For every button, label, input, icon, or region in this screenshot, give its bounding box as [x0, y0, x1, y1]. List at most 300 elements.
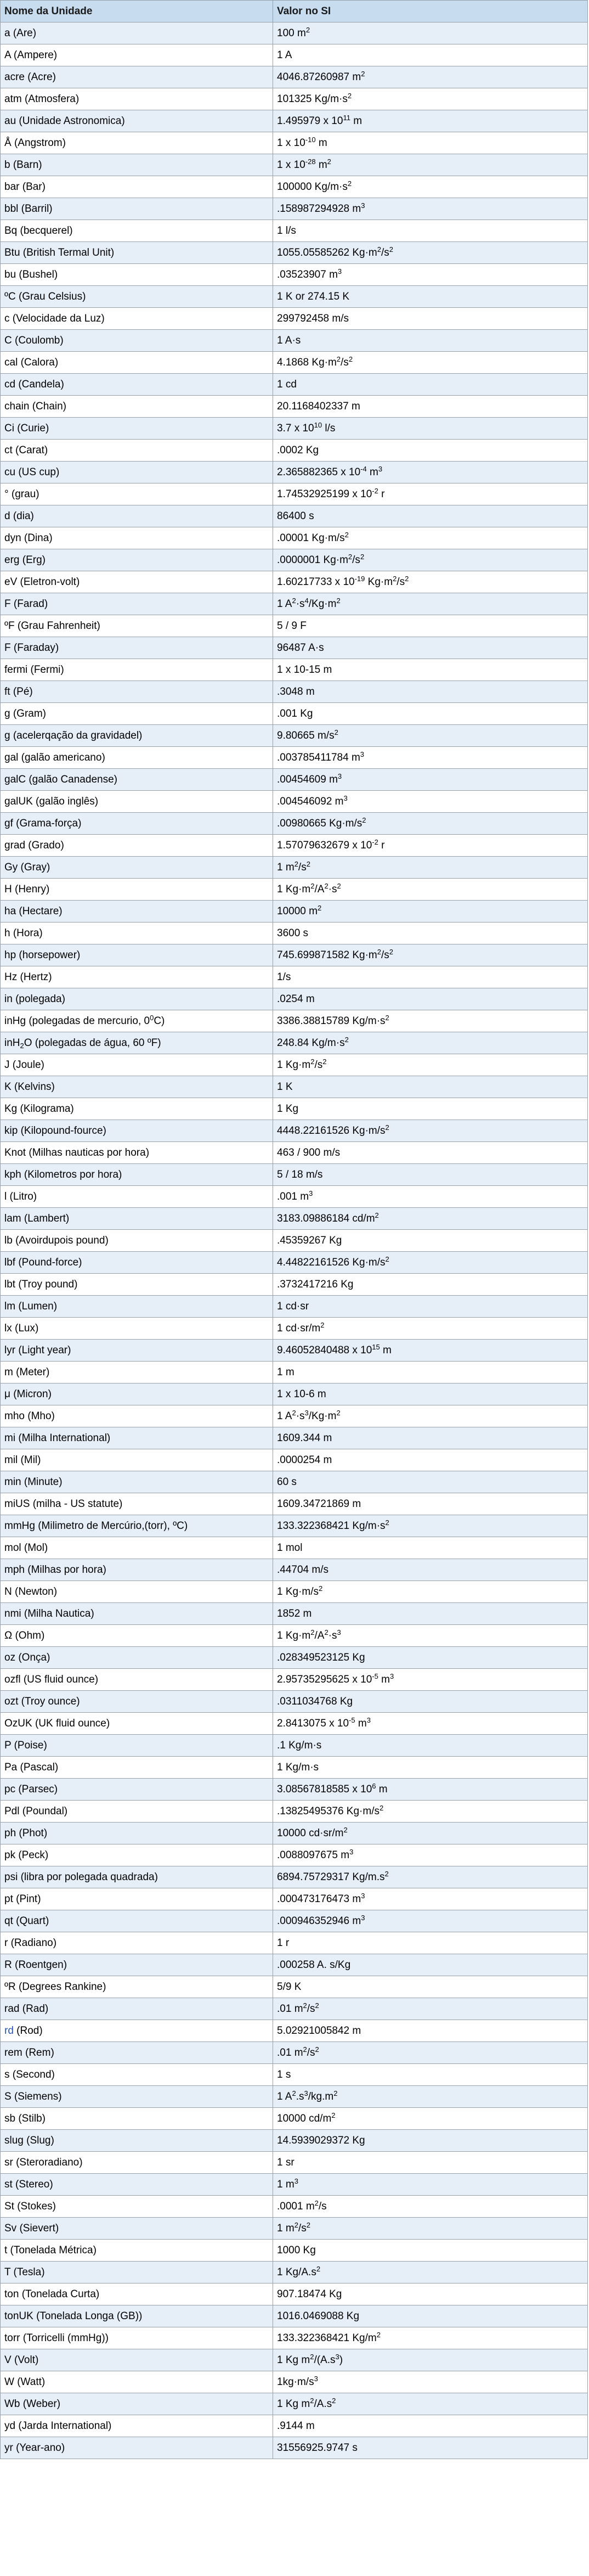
table-row [1, 1186, 588, 1208]
si-value-cell: 1852 m [273, 1603, 588, 1625]
unit-name-cell: lyr (Light year) [1, 1340, 273, 1362]
table-row [1, 1537, 588, 1559]
unit-name-cell: bbl (Barril) [1, 198, 273, 220]
table-row [1, 1976, 588, 1998]
table-row [1, 1010, 588, 1032]
si-value-cell: 1 $Kg\cdot m^2/s^2$ [273, 1054, 588, 1076]
unit-name-cell: lb (Avoirdupois pound) [1, 1230, 273, 1252]
si-value-cell: 10000 $cd\cdot sr/m^2$ [273, 1823, 588, 1844]
unit-name-cell: yr (Year-ano) [1, 2437, 273, 2459]
unit-name-cell: dyn (Dina) [1, 527, 273, 549]
unit-name-cell: tonUK (Tonelada Longa (GB)) [1, 2305, 273, 2327]
table-row [1, 2086, 588, 2108]
si-value-cell: .13825495376 $Kg\cdot m/s^2$ [273, 1801, 588, 1823]
table-row [1, 2130, 588, 2152]
si-value-cell: 1 $m^2/s^2$ [273, 857, 588, 879]
si-value-cell: .3732417216 Kg [273, 1274, 588, 1296]
si-value-cell: 9.46052840488 x $10^{15}$ m [273, 1340, 588, 1362]
table-row [1, 1427, 588, 1449]
unit-name-cell: ° (grau) [1, 483, 273, 505]
si-value-cell: 5/9 K [273, 1976, 588, 1998]
unit-name-cell: au (Unidade Astronomica) [1, 110, 273, 132]
table-row [1, 44, 588, 66]
table-row [1, 1625, 588, 1647]
unit-name-cell: ph (Phot) [1, 1823, 273, 1844]
unit-name-cell: F (Farad) [1, 593, 273, 615]
si-value-cell: 1055.05585262 $Kg\cdot m^2/s^2$ [273, 242, 588, 264]
si-value-cell: 1 $Kg\cdot m^2/A^2\cdot s^3$ [273, 1625, 588, 1647]
si-value-cell: .3048 m [273, 681, 588, 703]
table-row [1, 1515, 588, 1537]
unit-name-cell: lx (Lux) [1, 1318, 273, 1340]
unit-name-cell: hp (horsepower) [1, 944, 273, 966]
table-row [1, 1669, 588, 1691]
unit-name-cell: s (Second) [1, 2064, 273, 2086]
si-value-cell: 1 cd·sr [273, 1296, 588, 1318]
si-value-cell: 1 Kg $m^2/(A.s^3)$ [273, 2349, 588, 2371]
unit-name-cell: Hz (Hertz) [1, 966, 273, 988]
unit-name-cell: Wb (Weber) [1, 2393, 273, 2415]
table-row [1, 2371, 588, 2393]
si-value-cell: .44704 m/s [273, 1559, 588, 1581]
column-header-si-value: Valor no SI [273, 1, 588, 23]
si-value-cell: 86400 s [273, 505, 588, 527]
si-value-cell: 4448.22161526 $Kg\cdot m/s^2$ [273, 1120, 588, 1142]
table-row [1, 1691, 588, 1713]
si-value-cell: 1 mol [273, 1537, 588, 1559]
si-value-cell: .0000254 m [273, 1449, 588, 1471]
table-row [1, 527, 588, 549]
si-value-cell: 745.699871582 $Kg\cdot m^2/s^2$ [273, 944, 588, 966]
si-value-cell: .003785411784 $m^3$ [273, 747, 588, 769]
unit-name-cell: ha (Hectare) [1, 901, 273, 923]
table-row [1, 593, 588, 615]
unit-name-cell: pk (Peck) [1, 1844, 273, 1866]
si-value-cell: .0002 Kg [273, 440, 588, 462]
unit-name-cell: C (Coulomb) [1, 330, 273, 352]
table-row [1, 1779, 588, 1801]
unit-name-cell: ºR (Degrees Rankine) [1, 1976, 273, 1998]
unit-name-cell: eV (Eletron-volt) [1, 571, 273, 593]
si-value-cell: .000473176473 $m^3$ [273, 1888, 588, 1910]
unit-name-cell: V (Volt) [1, 2349, 273, 2371]
table-row [1, 242, 588, 264]
unit-name-cell: ct (Carat) [1, 440, 273, 462]
unit-name-cell: min (Minute) [1, 1471, 273, 1493]
si-value-cell: 1 $A^2\cdot s^3/Kg\cdot m^2$ [273, 1405, 588, 1427]
table-row [1, 1844, 588, 1866]
si-value-cell: 1000 Kg [273, 2240, 588, 2262]
table-row [1, 769, 588, 791]
unit-name-cell: qt (Quart) [1, 1910, 273, 1932]
si-value-cell: 1 $A^2\cdot s^4/Kg\cdot m^2$ [273, 593, 588, 615]
si-value-cell: 1 K [273, 1076, 588, 1098]
si-value-cell: .158987294928 $m^3$ [273, 198, 588, 220]
unit-name-cell: miUS (milha - US statute) [1, 1493, 273, 1515]
unit-name-cell: ºF (Grau Fahrenheit) [1, 615, 273, 637]
si-value-cell: .000946352946 $m^3$ [273, 1910, 588, 1932]
unit-name-cell: P (Poise) [1, 1735, 273, 1757]
table-row [1, 2262, 588, 2283]
table-row [1, 2196, 588, 2218]
unit-name-cell: atm (Atmosfera) [1, 88, 273, 110]
unit-name-cell: J (Joule) [1, 1054, 273, 1076]
table-row [1, 747, 588, 769]
si-value-cell: 1.495979 x $10^{11}$ m [273, 110, 588, 132]
table-row [1, 1581, 588, 1603]
table-row [1, 659, 588, 681]
si-value-cell: 2.365882365 x $10^{-4}$ $m^3$ [273, 462, 588, 483]
unit-name-cell: d (dia) [1, 505, 273, 527]
unit-name-cell: A (Ampere) [1, 44, 273, 66]
unit-name-cell: fermi (Fermi) [1, 659, 273, 681]
si-value-cell: 4.1868 $Kg\cdot m^2/s^2$ [273, 352, 588, 374]
table-row [1, 2174, 588, 2196]
si-value-cell: 1 A [273, 44, 588, 66]
si-value-cell: 1 $cd\cdot sr/m^2$ [273, 1318, 588, 1340]
table-row [1, 571, 588, 593]
table-row [1, 1866, 588, 1888]
table-row [1, 1603, 588, 1625]
si-value-cell: 100000 $Kg/m\cdot s^2$ [273, 176, 588, 198]
unit-name-cell: ton (Tonelada Curta) [1, 2283, 273, 2305]
unit-name-cell: galUK (galão inglês) [1, 791, 273, 813]
si-value-cell: .004546092 $m^3$ [273, 791, 588, 813]
si-value-cell: 1 r [273, 1932, 588, 1954]
table-row [1, 1910, 588, 1932]
table-row [1, 2327, 588, 2349]
unit-name-cell: b (Barn) [1, 154, 273, 176]
table-row [1, 2020, 588, 2042]
unit-name-cell: Btu (British Termal Unit) [1, 242, 273, 264]
table-row [1, 66, 588, 88]
unit-name-cell: Ci (Curie) [1, 418, 273, 440]
si-value-cell: 1 l/s [273, 220, 588, 242]
table-row [1, 286, 588, 308]
si-value-cell: 1 x $10^{-28}$ $m^2$ [273, 154, 588, 176]
table-row [1, 132, 588, 154]
unit-name-cell: F (Faraday) [1, 637, 273, 659]
si-value-cell: 96487 A·s [273, 637, 588, 659]
unit-name-cell: mmHg (Milimetro de Mercúrio,(torr), ºC) [1, 1515, 273, 1537]
si-value-cell: 3386.38815789 $Kg/m\cdot s^2$ [273, 1010, 588, 1032]
unit-name-cell: Å (Angstrom) [1, 132, 273, 154]
unit-name-cell: g (Gram) [1, 703, 273, 725]
unit-name-cell: lbt (Troy pound) [1, 1274, 273, 1296]
table-row [1, 703, 588, 725]
table-row [1, 374, 588, 396]
unit-name-cell: lam (Lambert) [1, 1208, 273, 1230]
si-value-cell: .001 $m^3$ [273, 1186, 588, 1208]
si-value-cell: 5 / 18 m/s [273, 1164, 588, 1186]
si-value-cell: .45359267 Kg [273, 1230, 588, 1252]
table-row [1, 923, 588, 944]
table-row [1, 1493, 588, 1515]
si-value-cell: 1 $Kg/A.s^2$ [273, 2262, 588, 2283]
si-value-cell: 1 cd [273, 374, 588, 396]
table-row [1, 1757, 588, 1779]
unit-name-cell: μ (Micron) [1, 1383, 273, 1405]
table-row [1, 2152, 588, 2174]
si-value-cell: 1 $m^3$ [273, 2174, 588, 2196]
si-value-cell: 1.57079632679 x $10^{-2}$ r [273, 835, 588, 857]
table-row [1, 879, 588, 901]
si-value-cell: $1kg\cdot m/s^3$ [273, 2371, 588, 2393]
unit-name-cell: OzUK (UK fluid ounce) [1, 1713, 273, 1735]
si-value-cell: 3.7 x $10^{10}$ l/s [273, 418, 588, 440]
unit-name-cell: mi (Milha International) [1, 1427, 273, 1449]
table-row [1, 1340, 588, 1362]
table-row [1, 483, 588, 505]
table-row [1, 1954, 588, 1976]
table-row [1, 1888, 588, 1910]
unit-name-cell: rad (Rad) [1, 1998, 273, 2020]
table-row [1, 857, 588, 879]
table-row [1, 264, 588, 286]
table-row [1, 220, 588, 242]
unit-name-cell: sb (Stilb) [1, 2108, 273, 2130]
unit-name-cell: H (Henry) [1, 879, 273, 901]
table-row [1, 154, 588, 176]
si-value-cell: 20.1168402337 m [273, 396, 588, 418]
si-value-cell: 299792458 m/s [273, 308, 588, 330]
table-row [1, 110, 588, 132]
table-row [1, 462, 588, 483]
table-row [1, 1252, 588, 1274]
si-value-cell: 1 Kg [273, 1098, 588, 1120]
si-value-cell: 1.74532925199 x $10^{-2}$ r [273, 483, 588, 505]
si-value-cell: 10000 $m^2$ [273, 901, 588, 923]
unit-name-cell: t (Tonelada Métrica) [1, 2240, 273, 2262]
table-row [1, 2305, 588, 2327]
unit-name-cell: ºC (Grau Celsius) [1, 286, 273, 308]
unit-name-cell: lbf (Pound-force) [1, 1252, 273, 1274]
unit-name-cell: inH$_2$O (polegadas de água, 60 ºF) [1, 1032, 273, 1054]
si-value-cell: 9.80665 $m/s^2$ [273, 725, 588, 747]
unit-name-cell: Kg (Kilograma) [1, 1098, 273, 1120]
unit-name-cell: sr (Steroradiano) [1, 2152, 273, 2174]
table-row [1, 505, 588, 527]
si-value-cell: .01 $m^2/s^2$ [273, 1998, 588, 2020]
si-value-cell: 2.8413075 x $10^{-5}$ $m^3$ [273, 1713, 588, 1735]
si-value-cell: 133.322368421 $Kg/m\cdot s^2$ [273, 1515, 588, 1537]
si-value-cell: .00001 $Kg\cdot m/s^2$ [273, 527, 588, 549]
si-value-cell: 6894.75729317 $Kg/m.s^2$ [273, 1866, 588, 1888]
table-row [1, 352, 588, 374]
unit-name-cell: W (Watt) [1, 2371, 273, 2393]
si-value-cell: 3183.09886184 $cd/m^2$ [273, 1208, 588, 1230]
table-row [1, 2393, 588, 2415]
table-row [1, 2437, 588, 2459]
unit-name-cell: Knot (Milhas nauticas por hora) [1, 1142, 273, 1164]
unit-name-cell: erg (Erg) [1, 549, 273, 571]
si-value-cell: 1 sr [273, 2152, 588, 2174]
si-value-cell: 1 x $10^{-10}$ m [273, 132, 588, 154]
table-row [1, 1932, 588, 1954]
table-row [1, 1142, 588, 1164]
si-value-cell: 463 / 900 m/s [273, 1142, 588, 1164]
column-header-unit-name: Nome da Unidade [1, 1, 273, 23]
unit-name-cell: torr (Torricelli (mmHg)) [1, 2327, 273, 2349]
si-value-cell: 4.44822161526 $Kg\cdot m/s^2$ [273, 1252, 588, 1274]
unit-name-cell: mph (Milhas por hora) [1, 1559, 273, 1581]
si-value-cell: 1016.0469088 Kg [273, 2305, 588, 2327]
si-value-cell: .01 $m^2/s^2$ [273, 2042, 588, 2064]
table-row [1, 813, 588, 835]
unit-name-cell: inHg (polegadas de mercurio, $0^0C$) [1, 1010, 273, 1032]
si-value-cell: .001 Kg [273, 703, 588, 725]
unit-name-cell: Ω (Ohm) [1, 1625, 273, 1647]
table-row [1, 330, 588, 352]
si-value-cell: .028349523125 Kg [273, 1647, 588, 1669]
unit-name-cell: galC (galão Canadense) [1, 769, 273, 791]
table-row [1, 2064, 588, 2086]
si-value-cell: .0311034768 Kg [273, 1691, 588, 1713]
si-value-cell: 1 x 10-15 m [273, 659, 588, 681]
table-row [1, 1713, 588, 1735]
unit-name-cell: N (Newton) [1, 1581, 273, 1603]
unit-name-cell: pc (Parsec) [1, 1779, 273, 1801]
table-row [1, 615, 588, 637]
table-row [1, 1735, 588, 1757]
table-row [1, 198, 588, 220]
unit-name-cell[interactable]: rd (Rod) [1, 2020, 273, 2042]
unit-name-cell: st (Stereo) [1, 2174, 273, 2196]
si-value-cell: 31556925.9747 s [273, 2437, 588, 2459]
unit-name-cell: Pa (Pascal) [1, 1757, 273, 1779]
table-row [1, 1274, 588, 1296]
table-row [1, 1032, 588, 1054]
si-value-cell: 5.02921005842 m [273, 2020, 588, 2042]
unit-name-cell: m (Meter) [1, 1362, 273, 1383]
si-value-cell: 1 m [273, 1362, 588, 1383]
si-value-cell: 3.08567818585 x $10^6$ m [273, 1779, 588, 1801]
table-row [1, 2108, 588, 2130]
si-value-cell: .000258 A. s/Kg [273, 1954, 588, 1976]
si-value-cell: 1 $Kg\cdot m^2/A^2\cdot s^2$ [273, 879, 588, 901]
unit-name-cell: mol (Mol) [1, 1537, 273, 1559]
si-value-cell: 1 Kg/m·s [273, 1757, 588, 1779]
si-value-cell: 907.18474 Kg [273, 2283, 588, 2305]
si-value-cell: 10000 $cd/m^2$ [273, 2108, 588, 2130]
table-row [1, 1098, 588, 1120]
unit-name-cell: Bq (becquerel) [1, 220, 273, 242]
unit-name-cell: gf (Grama-força) [1, 813, 273, 835]
si-value-cell: .9144 m [273, 2415, 588, 2437]
unit-name-cell: slug (Slug) [1, 2130, 273, 2152]
si-value-cell: .0088097675 $m^3$ [273, 1844, 588, 1866]
table-row [1, 1296, 588, 1318]
unit-name-cell: gal (galão americano) [1, 747, 273, 769]
table-row [1, 176, 588, 198]
table-row [1, 396, 588, 418]
table-row [1, 2240, 588, 2262]
table-row [1, 2218, 588, 2240]
table-row [1, 1054, 588, 1076]
si-value-cell: 1 s [273, 2064, 588, 2086]
unit-name-cell: R (Roentgen) [1, 1954, 273, 1976]
unit-name-cell: ft (Pé) [1, 681, 273, 703]
unit-name-cell: St (Stokes) [1, 2196, 273, 2218]
table-row [1, 725, 588, 747]
unit-name-cell: Pdl (Poundal) [1, 1801, 273, 1823]
si-value-cell: 100 $m^2$ [273, 23, 588, 44]
unit-name-cell: cal (Calora) [1, 352, 273, 374]
si-value-cell: 133.322368421 $Kg/m^2$ [273, 2327, 588, 2349]
table-row [1, 791, 588, 813]
table-row [1, 1383, 588, 1405]
unit-name-cell: psi (libra por polegada quadrada) [1, 1866, 273, 1888]
table-row [1, 2349, 588, 2371]
unit-name-cell: cu (US cup) [1, 462, 273, 483]
unit-name-cell: Gy (Gray) [1, 857, 273, 879]
unit-name-cell: kph (Kilometros por hora) [1, 1164, 273, 1186]
table-row [1, 1471, 588, 1493]
si-value-cell: 1/s [273, 966, 588, 988]
unit-symbol-link[interactable]: rd [4, 2025, 14, 2037]
table-row [1, 988, 588, 1010]
si-value-cell: 1.60217733 x $10^{-19}$ $Kg\cdot m^2/s^2$ [273, 571, 588, 593]
unit-name-cell: l (Litro) [1, 1186, 273, 1208]
table-row [1, 1076, 588, 1098]
si-value-cell: .0254 m [273, 988, 588, 1010]
table-row [1, 681, 588, 703]
table-row [1, 1208, 588, 1230]
table-row [1, 1559, 588, 1581]
unit-name-cell: T (Tesla) [1, 2262, 273, 2283]
unit-name-cell: nmi (Milha Nautica) [1, 1603, 273, 1625]
si-value-cell: 1609.344 m [273, 1427, 588, 1449]
si-value-cell: 1 A·s [273, 330, 588, 352]
table-row [1, 1230, 588, 1252]
unit-name-cell: acre (Acre) [1, 66, 273, 88]
unit-name-cell: Sv (Sievert) [1, 2218, 273, 2240]
table-row [1, 418, 588, 440]
table-row [1, 1823, 588, 1844]
si-value-cell: 1 K or 274.15 K [273, 286, 588, 308]
si-value-cell: 1 Kg $m^2/A.s^2$ [273, 2393, 588, 2415]
unit-name-cell: S (Siemens) [1, 2086, 273, 2108]
si-value-cell: .03523907 $m^3$ [273, 264, 588, 286]
si-value-cell: 1 x 10-6 m [273, 1383, 588, 1405]
unit-name-cell: bar (Bar) [1, 176, 273, 198]
si-value-cell: .1 Kg/m·s [273, 1735, 588, 1757]
si-value-cell: 248.84 $Kg/m\cdot s^2$ [273, 1032, 588, 1054]
table-row [1, 944, 588, 966]
table-row [1, 88, 588, 110]
si-value-cell: 5 / 9 F [273, 615, 588, 637]
table-row [1, 1405, 588, 1427]
table-row [1, 1318, 588, 1340]
table-row [1, 1120, 588, 1142]
si-value-cell: 101325 $Kg/m\cdot s^2$ [273, 88, 588, 110]
unit-name-cell: cd (Candela) [1, 374, 273, 396]
unit-name-cell: c (Velocidade da Luz) [1, 308, 273, 330]
table-row [1, 2415, 588, 2437]
si-value-cell: .00980665 $Kg\cdot m/s^2$ [273, 813, 588, 835]
table-row [1, 440, 588, 462]
table-row [1, 2042, 588, 2064]
table-row [1, 1647, 588, 1669]
unit-name-cell: a (Are) [1, 23, 273, 44]
si-value-cell: 2.95735295625 x $10^{-5}$ $m^3$ [273, 1669, 588, 1691]
table-row [1, 1801, 588, 1823]
unit-name-cell: g (acelerqação da gravidadel) [1, 725, 273, 747]
unit-name-cell: ozt (Troy ounce) [1, 1691, 273, 1713]
si-value-cell: 60 s [273, 1471, 588, 1493]
si-value-cell: .00454609 $m^3$ [273, 769, 588, 791]
si-value-cell: 1 $m^2/s^2$ [273, 2218, 588, 2240]
